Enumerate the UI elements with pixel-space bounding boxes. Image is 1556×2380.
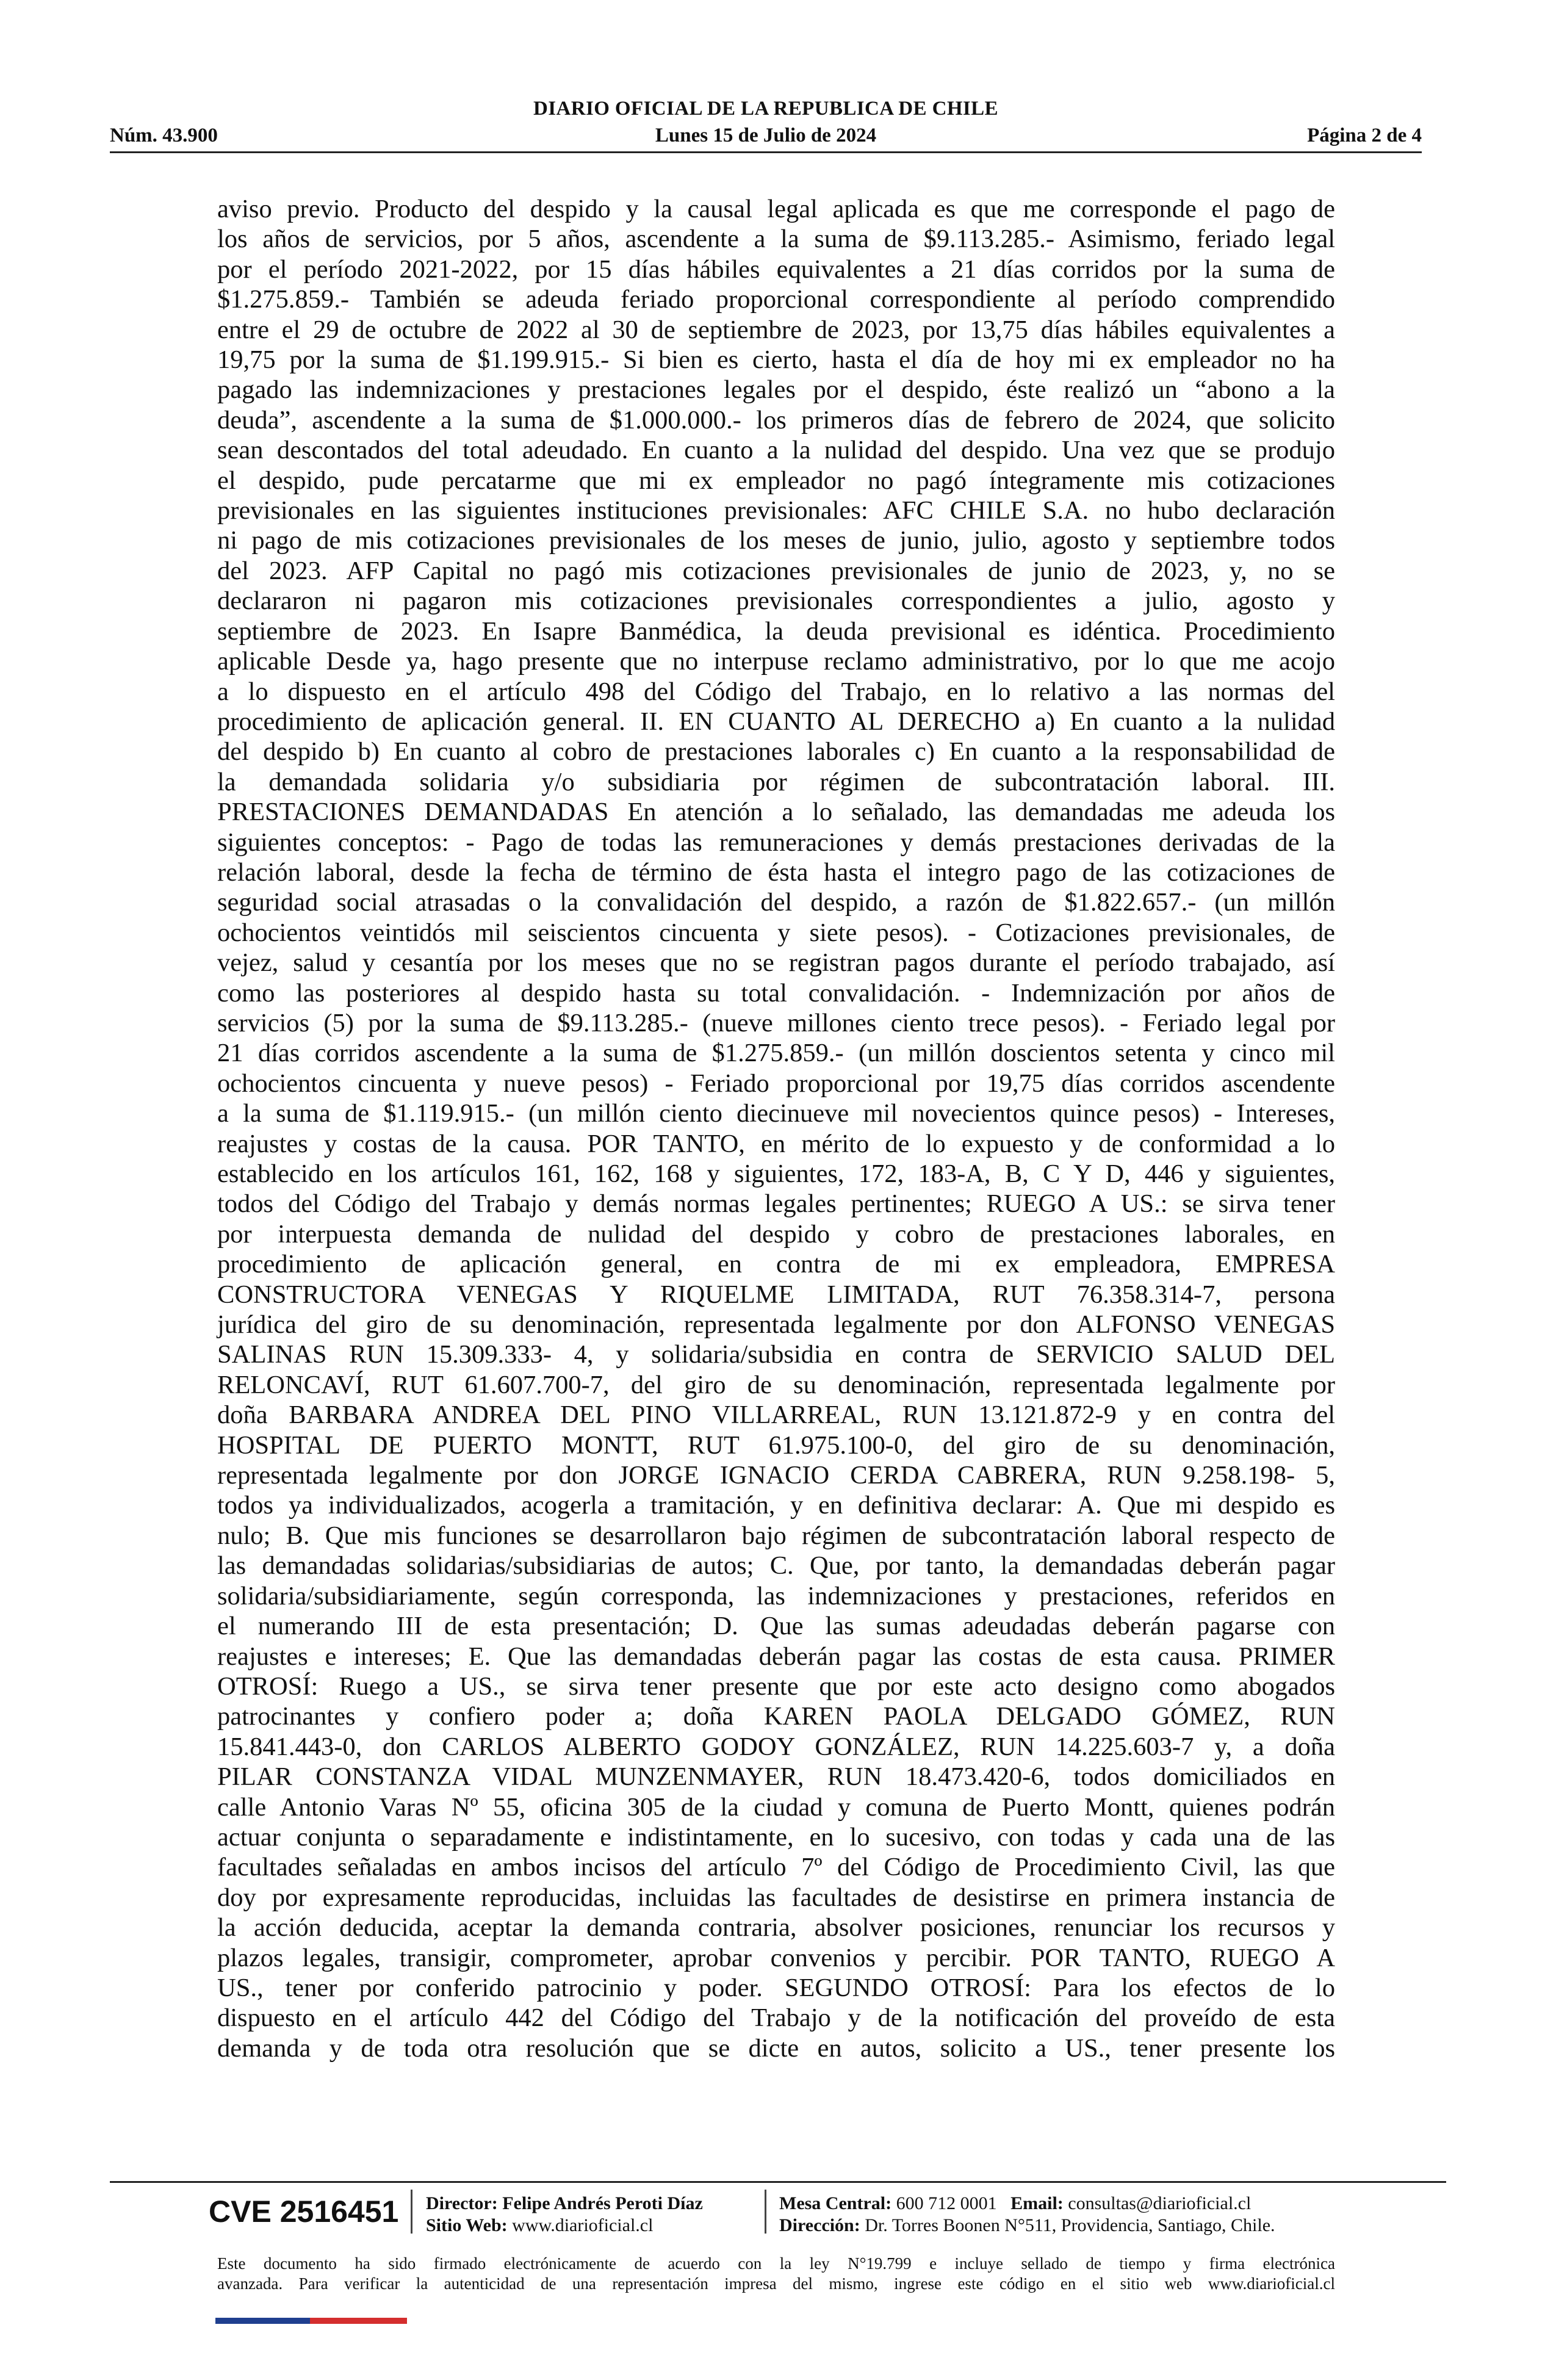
address-value: Dr. Torres Boonen N°511, Providencia, Santiago, Chile. xyxy=(865,2215,1275,2235)
body-line: RELONCAVÍ, RUT 61.607.700-7, del giro de su denominación, representada legalmente por xyxy=(217,1370,1335,1399)
site-link[interactable]: www.diarioficial.cl xyxy=(512,2215,654,2235)
email-label: Email: xyxy=(1010,2193,1064,2213)
body-line: a la suma de $1.119.915.- (un millón ciento diecinueve mil novecientos quince pesos) - Intereses, xyxy=(217,1099,1335,1128)
body-line: procedimiento de aplicación general. II. EN CUANTO AL DERECHO a) En cuanto a la nulidad xyxy=(217,707,1335,736)
site-label: Sitio Web: xyxy=(426,2215,508,2235)
page-header xyxy=(110,98,1422,146)
issue-number: Núm. 43.900 xyxy=(110,124,218,146)
body-line: el despido, pude percatarme que mi ex empleador no pagó íntegramente mis cotizaciones xyxy=(217,466,1335,495)
body-line: patrocinantes y confiero poder a; doña KAREN PAOLA DELGADO GÓMEZ, RUN xyxy=(217,1702,1335,1731)
signature-notice xyxy=(217,2254,1335,2294)
body-line: dispuesto en el artículo 442 del Código del Trabajo y de la notificación del proveído de esta xyxy=(217,2003,1335,2033)
body-line: PILAR CONSTANZA VIDAL MUNZENMAYER, RUN 18.473.420-6, todos domiciliados en xyxy=(217,1762,1335,1792)
body-line: previsionales en las siguientes instituciones previsionales: AFC CHILE S.A. no hubo declaración xyxy=(217,496,1335,525)
body-line: OTROSÍ: Ruego a US., se sirva tener presente que por este acto designo como abogados xyxy=(217,1671,1335,1701)
body-line: aviso previo. Producto del despido y la causal legal aplicada es que me corresponde el pago de xyxy=(217,195,1335,223)
body-line: por interpuesta demanda de nulidad del despido y cobro de prestaciones laborales, en xyxy=(217,1219,1335,1249)
body-line: a lo dispuesto en el artículo 498 del Código del Trabajo, en lo relativo a las normas del xyxy=(217,677,1335,706)
body-line: establecido en los artículos 161, 162, 168 y siguientes, 172, 183-A, B, C Y D, 446 y siguientes, xyxy=(217,1159,1335,1188)
body-line: aplicable Desde ya, hago presente que no interpuse reclamo administrativo, por lo que me acojo xyxy=(217,647,1335,676)
body-line: reajustes y costas de la causa. POR TANTO, en mérito de lo expuesto y de conformidad a lo xyxy=(217,1129,1335,1158)
body-line: todos del Código del Trabajo y demás normas legales pertinentes; RUEGO A US.: se sirva tener xyxy=(217,1189,1335,1219)
body-line: reajustes e intereses; E. Que las demandadas deberán pagar las costas de esta causa. PRIMER xyxy=(217,1642,1335,1671)
body-line: plazos legales, transigir, comprometer, aprobar convenios y percibir. POR TANTO, RUEGO A xyxy=(217,1943,1335,1972)
body-line: septiembre de 2023. En Isapre Banmédica, la deuda previsional es idéntica. Procedimiento xyxy=(217,616,1335,646)
body-line: los años de servicios, por 5 años, ascendente a la suma de $9.113.285.- Asimismo, feriado legal xyxy=(217,225,1335,254)
body-line: todos ya individualizados, acogerla a tramitación, y en definitiva declarar: A. Que mi despido es xyxy=(217,1491,1335,1520)
body-line: por el período 2021-2022, por 15 días hábiles equivalentes a 21 días corridos por la suma de xyxy=(217,254,1335,284)
body-line: la demandada solidaria y/o subsidiaria por régimen de subcontratación laboral. III. xyxy=(217,767,1335,796)
body-line: servicios (5) por la suma de $9.113.285.- (nueve millones ciento trece pesos). - Feriado legal por xyxy=(217,1008,1335,1037)
footer-contact-block xyxy=(779,2193,1275,2237)
body-line: ochocientos veintidós mil seiscientos cincuenta y siete pesos). - Cotizaciones previsionales, de xyxy=(217,918,1335,947)
body-line: del 2023. AFP Capital no pagó mis cotizaciones previsionales de junio de 2023, y, no se xyxy=(217,556,1335,585)
flag-stripe-red xyxy=(310,2318,407,2324)
email-link[interactable]: consultas@diarioficial.cl xyxy=(1068,2193,1252,2213)
body-line: el numerando III de esta presentación; D. Que las sumas adeudadas deberán pagarse con xyxy=(217,1612,1335,1641)
body-line: doy por expresamente reproducidas, incluidas las facultades de desistirse en primera instancia de xyxy=(217,1883,1335,1912)
publication-title: DIARIO OFICIAL DE LA REPUBLICA DE CHILE xyxy=(533,98,998,120)
body-line: PRESTACIONES DEMANDADAS En atención a lo señalado, las demandadas me adeuda los xyxy=(217,798,1335,827)
address-label: Dirección: xyxy=(779,2215,860,2235)
phone-value: 600 712 0001 xyxy=(896,2193,997,2213)
issue-date: Lunes 15 de Julio de 2024 xyxy=(655,124,877,146)
footer-director-block xyxy=(426,2193,703,2237)
body-line: nulo; B. Que mis funciones se desarrollaron bajo régimen de subcontratación laboral respecto de xyxy=(217,1521,1335,1550)
body-line: CONSTRUCTORA VENEGAS Y RIQUELME LIMITADA, RUT 76.358.314-7, persona xyxy=(217,1280,1335,1309)
body-line: HOSPITAL DE PUERTO MONTT, RUT 61.975.100-0, del giro de su denominación, xyxy=(217,1430,1335,1460)
director-name: Felipe Andrés Peroti Díaz xyxy=(502,2193,703,2213)
document-body xyxy=(217,194,1335,2063)
body-line: las demandadas solidarias/subsidiarias de autos; C. Que, por tanto, la demandadas deberán pagar xyxy=(217,1551,1335,1581)
footer-divider xyxy=(110,2181,1446,2183)
flag-stripe-blue xyxy=(215,2318,310,2324)
body-line: 21 días corridos ascendente a la suma de $1.275.859.- (un millón doscientos setenta y cinco mil xyxy=(217,1039,1335,1068)
body-line: como las posteriores al despido hasta su total convalidación. - Indemnización por años de xyxy=(217,978,1335,1008)
body-line: del despido b) En cuanto al cobro de prestaciones laborales c) En cuanto a la responsabilidad de xyxy=(217,737,1335,766)
body-line: representada legalmente por don JORGE IGNACIO CERDA CABRERA, RUN 9.258.198- 5, xyxy=(217,1461,1335,1490)
body-line: US., tener por conferido patrocinio y poder. SEGUNDO OTROSÍ: Para los efectos de lo xyxy=(217,1973,1335,2002)
body-line: calle Antonio Varas Nº 55, oficina 305 de la ciudad y comuna de Puerto Montt, quienes podrán xyxy=(217,1792,1335,1822)
notice-line: avanzada. Para verificar la autenticidad de una representación impresa del mismo, ingrese este código en el sitio web www.diarioficial.cl xyxy=(217,2274,1335,2293)
body-line: solidaria/subsidiariamente, según corresponda, las indemnizaciones y prestaciones, referidos en xyxy=(217,1581,1335,1610)
body-line: actuar conjunta o separadamente e indistintamente, en lo sucesivo, con todas y cada una de las xyxy=(217,1822,1335,1852)
body-line: relación laboral, desde la fecha de término de ésta hasta el integro pago de las cotizaciones de xyxy=(217,857,1335,887)
body-line: $1.275.859.- También se adeuda feriado proporcional correspondiente al período comprendido xyxy=(217,285,1335,314)
body-line: deuda”, ascendente a la suma de $1.000.000.- los primeros días de febrero de 2024, que solicito xyxy=(217,405,1335,435)
director-label: Director: xyxy=(426,2193,498,2213)
body-line: procedimiento de aplicación general, en contra de mi ex empleadora, EMPRESA xyxy=(217,1250,1335,1279)
body-line: siguientes conceptos: - Pago de todas las remuneraciones y demás prestaciones derivadas de la xyxy=(217,828,1335,857)
body-line: SALINAS RUN 15.309.333- 4, y solidaria/subsidia en contra de SERVICIO SALUD DEL xyxy=(217,1340,1335,1369)
notice-line: Este documento ha sido firmado electrónicamente de acuerdo con la ley N°19.799 e incluye sellado de tiempo y firma electrónica xyxy=(217,2254,1335,2273)
phone-label: Mesa Central: xyxy=(779,2193,892,2213)
body-line: jurídica del giro de su denominación, representada legalmente por don ALFONSO VENEGAS xyxy=(217,1310,1335,1340)
body-line: ni pago de mis cotizaciones previsionales de los meses de junio, julio, agosto y septiembre todos xyxy=(217,526,1335,555)
body-line: la acción deducida, aceptar la demanda contraria, absolver posiciones, renunciar los recursos y xyxy=(217,1913,1335,1942)
body-line: doña BARBARA ANDREA DEL PINO VILLARREAL, RUN 13.121.872-9 y en contra del xyxy=(217,1401,1335,1430)
body-line: demanda y de toda otra resolución que se dicte en autos, solicito a US., tener presente los xyxy=(217,2033,1335,2063)
body-line: ochocientos cincuenta y nueve pesos) - Feriado proporcional por 19,75 días corridos ascendente xyxy=(217,1069,1335,1098)
body-line: 19,75 por la suma de $1.199.915.- Si bien es cierto, hasta el día de hoy mi ex empleador no ha xyxy=(217,345,1335,375)
body-line: seguridad social atrasadas o la convalidación del despido, a razón de $1.822.657.- (un millón xyxy=(217,888,1335,917)
body-line: declararon ni pagaron mis cotizaciones previsionales correspondientes a julio, agosto y xyxy=(217,586,1335,616)
body-line: 15.841.443-0, don CARLOS ALBERTO GODOY GONZÁLEZ, RUN 14.225.603-7 y, a doña xyxy=(217,1732,1335,1761)
body-line: sean descontados del total adeudado. En cuanto a la nulidad del despido. Una vez que se produjo xyxy=(217,436,1335,465)
body-line: vejez, salud y cesantía por los meses que no se registran pagos durante el período trabajado, así xyxy=(217,948,1335,978)
footer-separator xyxy=(411,2190,412,2234)
body-line: entre el 29 de octubre de 2022 al 30 de septiembre de 2023, por 13,75 días hábiles equivalentes a xyxy=(217,315,1335,344)
cve-code: CVE 2516451 xyxy=(209,2194,399,2229)
page-indicator: Página 2 de 4 xyxy=(1307,124,1422,146)
header-divider xyxy=(110,151,1422,153)
footer-separator xyxy=(765,2190,766,2234)
body-line: facultades señaladas en ambos incisos del artículo 7º del Código de Procedimiento Civil, las que xyxy=(217,1853,1335,1882)
body-line: pagado las indemnizaciones y prestaciones legales por el despido, éste realizó un “abono a la xyxy=(217,375,1335,405)
